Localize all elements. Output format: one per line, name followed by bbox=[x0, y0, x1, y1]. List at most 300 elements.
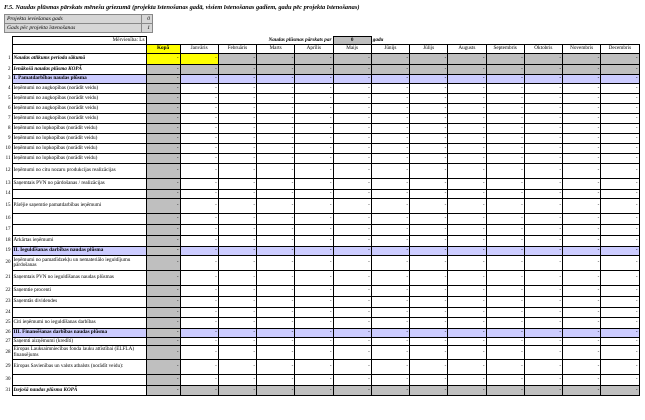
month-cell[interactable]: - bbox=[218, 124, 256, 134]
month-cell[interactable]: - bbox=[295, 144, 333, 154]
month-cell[interactable]: - bbox=[257, 190, 295, 199]
month-cell[interactable]: - bbox=[601, 318, 639, 329]
month-cell[interactable]: - bbox=[524, 271, 562, 286]
month-cell[interactable]: - bbox=[218, 144, 256, 154]
total-cell[interactable]: - bbox=[146, 94, 180, 104]
month-cell[interactable]: - bbox=[524, 297, 562, 308]
month-cell[interactable]: - bbox=[410, 54, 448, 65]
month-cell[interactable]: - bbox=[563, 329, 601, 338]
month-cell[interactable]: - bbox=[410, 236, 448, 247]
month-cell[interactable]: - bbox=[218, 199, 256, 214]
month-cell[interactable]: - bbox=[563, 256, 601, 271]
month-cell[interactable]: - bbox=[563, 346, 601, 360]
month-cell[interactable]: - bbox=[448, 346, 486, 360]
month-cell[interactable]: - bbox=[180, 164, 218, 179]
month-cell[interactable]: - bbox=[563, 164, 601, 179]
total-cell[interactable]: - bbox=[146, 124, 180, 134]
total-cell[interactable]: - bbox=[146, 164, 180, 179]
month-cell[interactable]: - bbox=[563, 114, 601, 124]
month-cell[interactable]: - bbox=[448, 84, 486, 94]
month-cell[interactable]: - bbox=[295, 104, 333, 114]
month-cell[interactable]: - bbox=[601, 286, 639, 297]
month-cell[interactable]: - bbox=[180, 199, 218, 214]
month-cell[interactable]: - bbox=[333, 386, 371, 396]
month-cell[interactable]: - bbox=[257, 360, 295, 375]
month-cell[interactable]: - bbox=[333, 225, 371, 236]
month-cell[interactable]: - bbox=[448, 134, 486, 144]
month-cell[interactable]: - bbox=[486, 134, 524, 144]
total-cell[interactable]: - bbox=[146, 329, 180, 338]
month-cell[interactable]: - bbox=[410, 308, 448, 318]
month-cell[interactable]: - bbox=[563, 271, 601, 286]
month-cell[interactable]: - bbox=[180, 154, 218, 164]
month-cell[interactable]: - bbox=[218, 360, 256, 375]
month-cell[interactable]: - bbox=[410, 134, 448, 144]
month-cell[interactable]: - bbox=[333, 179, 371, 190]
month-cell[interactable]: - bbox=[524, 94, 562, 104]
month-cell[interactable]: - bbox=[563, 124, 601, 134]
month-cell[interactable]: - bbox=[563, 338, 601, 346]
month-cell[interactable]: - bbox=[218, 256, 256, 271]
month-cell[interactable]: - bbox=[448, 297, 486, 308]
month-cell[interactable]: - bbox=[524, 164, 562, 179]
month-cell[interactable]: - bbox=[257, 286, 295, 297]
month-cell[interactable]: - bbox=[218, 346, 256, 360]
month-cell[interactable]: - bbox=[257, 329, 295, 338]
total-cell[interactable]: - bbox=[146, 104, 180, 114]
month-cell[interactable]: - bbox=[486, 199, 524, 214]
month-cell[interactable]: - bbox=[486, 360, 524, 375]
month-cell[interactable]: - bbox=[448, 75, 486, 84]
month-cell[interactable]: - bbox=[524, 124, 562, 134]
total-cell[interactable]: - bbox=[146, 190, 180, 199]
month-cell[interactable]: - bbox=[486, 318, 524, 329]
total-cell[interactable]: - bbox=[146, 247, 180, 256]
month-cell[interactable]: - bbox=[486, 164, 524, 179]
month-cell[interactable]: - bbox=[563, 247, 601, 256]
month-cell[interactable]: - bbox=[333, 94, 371, 104]
total-cell[interactable]: - bbox=[146, 375, 180, 386]
month-cell[interactable]: - bbox=[295, 286, 333, 297]
month-cell[interactable]: - bbox=[563, 75, 601, 84]
month-cell[interactable]: - bbox=[601, 256, 639, 271]
month-cell[interactable]: - bbox=[410, 297, 448, 308]
month-cell[interactable]: - bbox=[180, 75, 218, 84]
month-cell[interactable]: - bbox=[601, 297, 639, 308]
month-cell[interactable]: - bbox=[218, 386, 256, 396]
total-cell[interactable]: - bbox=[146, 214, 180, 225]
month-cell[interactable]: - bbox=[295, 297, 333, 308]
month-cell[interactable]: - bbox=[524, 386, 562, 396]
total-cell[interactable]: - bbox=[146, 318, 180, 329]
month-cell[interactable]: - bbox=[257, 318, 295, 329]
month-cell[interactable]: - bbox=[295, 375, 333, 386]
month-cell[interactable]: - bbox=[486, 225, 524, 236]
month-cell[interactable]: - bbox=[333, 297, 371, 308]
month-cell[interactable]: - bbox=[486, 375, 524, 386]
month-cell[interactable]: - bbox=[486, 179, 524, 190]
month-cell[interactable]: - bbox=[601, 236, 639, 247]
month-cell[interactable]: - bbox=[295, 94, 333, 104]
month-cell[interactable]: - bbox=[257, 338, 295, 346]
month-cell[interactable]: - bbox=[524, 199, 562, 214]
month-cell[interactable]: - bbox=[218, 114, 256, 124]
month-cell[interactable]: - bbox=[563, 104, 601, 114]
month-cell[interactable]: - bbox=[563, 134, 601, 144]
month-cell[interactable]: - bbox=[333, 199, 371, 214]
total-cell[interactable]: - bbox=[146, 144, 180, 154]
month-cell[interactable]: - bbox=[295, 124, 333, 134]
month-cell[interactable]: - bbox=[180, 84, 218, 94]
month-cell[interactable]: - bbox=[410, 199, 448, 214]
month-cell[interactable]: - bbox=[410, 329, 448, 338]
month-cell[interactable]: - bbox=[295, 346, 333, 360]
month-cell[interactable]: - bbox=[218, 375, 256, 386]
month-cell[interactable]: - bbox=[601, 179, 639, 190]
month-cell[interactable]: - bbox=[180, 386, 218, 396]
month-cell[interactable]: - bbox=[371, 297, 409, 308]
month-cell[interactable]: - bbox=[524, 144, 562, 154]
month-cell[interactable]: - bbox=[524, 247, 562, 256]
month-cell[interactable]: - bbox=[601, 94, 639, 104]
month-cell[interactable]: - bbox=[486, 144, 524, 154]
month-cell[interactable]: - bbox=[410, 247, 448, 256]
month-cell[interactable]: - bbox=[218, 286, 256, 297]
month-cell[interactable]: - bbox=[371, 286, 409, 297]
month-cell[interactable]: - bbox=[448, 199, 486, 214]
month-cell[interactable]: - bbox=[563, 94, 601, 104]
month-cell[interactable]: - bbox=[333, 271, 371, 286]
month-cell[interactable]: - bbox=[448, 114, 486, 124]
month-cell[interactable]: - bbox=[448, 104, 486, 114]
month-cell[interactable]: - bbox=[524, 318, 562, 329]
month-cell[interactable]: - bbox=[601, 104, 639, 114]
month-cell[interactable]: - bbox=[371, 225, 409, 236]
month-cell[interactable]: - bbox=[371, 134, 409, 144]
month-cell[interactable]: - bbox=[295, 360, 333, 375]
month-cell[interactable]: - bbox=[563, 297, 601, 308]
month-cell[interactable]: - bbox=[524, 104, 562, 114]
month-cell[interactable]: - bbox=[333, 65, 371, 75]
month-cell[interactable]: - bbox=[448, 236, 486, 247]
month-cell[interactable]: - bbox=[371, 144, 409, 154]
month-cell[interactable]: - bbox=[295, 54, 333, 65]
month-cell[interactable]: - bbox=[295, 214, 333, 225]
month-cell[interactable]: - bbox=[563, 214, 601, 225]
month-cell[interactable]: - bbox=[448, 375, 486, 386]
month-cell[interactable]: - bbox=[486, 75, 524, 84]
month-cell[interactable]: - bbox=[180, 338, 218, 346]
month-cell[interactable]: - bbox=[524, 179, 562, 190]
month-cell[interactable]: - bbox=[218, 84, 256, 94]
month-cell[interactable]: - bbox=[563, 318, 601, 329]
month-cell[interactable]: - bbox=[601, 54, 639, 65]
month-cell[interactable]: - bbox=[180, 318, 218, 329]
month-cell[interactable]: - bbox=[257, 308, 295, 318]
month-cell[interactable]: - bbox=[333, 144, 371, 154]
month-cell[interactable]: - bbox=[524, 75, 562, 84]
month-cell[interactable]: - bbox=[486, 65, 524, 75]
month-cell[interactable]: - bbox=[563, 308, 601, 318]
month-cell[interactable]: - bbox=[257, 154, 295, 164]
month-cell[interactable]: - bbox=[333, 134, 371, 144]
month-cell[interactable]: - bbox=[601, 329, 639, 338]
month-cell[interactable]: - bbox=[371, 308, 409, 318]
month-cell[interactable]: - bbox=[180, 308, 218, 318]
month-cell[interactable]: - bbox=[371, 124, 409, 134]
month-cell[interactable]: - bbox=[486, 104, 524, 114]
month-cell[interactable]: - bbox=[218, 65, 256, 75]
month-cell[interactable]: - bbox=[333, 375, 371, 386]
month-cell[interactable]: - bbox=[295, 256, 333, 271]
month-cell[interactable]: - bbox=[333, 360, 371, 375]
month-cell[interactable]: - bbox=[295, 154, 333, 164]
month-cell[interactable]: - bbox=[257, 247, 295, 256]
month-cell[interactable]: - bbox=[218, 236, 256, 247]
month-cell[interactable]: - bbox=[524, 114, 562, 124]
month-cell[interactable]: - bbox=[218, 225, 256, 236]
month-cell[interactable]: - bbox=[371, 247, 409, 256]
month-cell[interactable]: - bbox=[218, 338, 256, 346]
month-cell[interactable]: - bbox=[448, 179, 486, 190]
month-cell[interactable]: - bbox=[601, 134, 639, 144]
month-cell[interactable]: - bbox=[410, 386, 448, 396]
month-cell[interactable]: - bbox=[295, 329, 333, 338]
month-cell[interactable]: - bbox=[180, 329, 218, 338]
month-cell[interactable]: - bbox=[371, 236, 409, 247]
month-cell[interactable]: - bbox=[524, 375, 562, 386]
month-cell[interactable]: - bbox=[486, 346, 524, 360]
month-cell[interactable]: - bbox=[486, 286, 524, 297]
month-cell[interactable]: - bbox=[371, 190, 409, 199]
month-cell[interactable]: - bbox=[410, 154, 448, 164]
month-cell[interactable]: - bbox=[563, 375, 601, 386]
month-cell[interactable]: - bbox=[333, 247, 371, 256]
month-cell[interactable]: - bbox=[601, 114, 639, 124]
month-cell[interactable]: - bbox=[448, 338, 486, 346]
month-cell[interactable]: - bbox=[333, 308, 371, 318]
month-cell[interactable]: - bbox=[524, 236, 562, 247]
month-cell[interactable]: - bbox=[257, 65, 295, 75]
month-cell[interactable]: - bbox=[524, 190, 562, 199]
month-cell[interactable]: - bbox=[257, 84, 295, 94]
month-cell[interactable]: - bbox=[486, 214, 524, 225]
month-cell[interactable]: - bbox=[371, 199, 409, 214]
month-cell[interactable]: - bbox=[448, 386, 486, 396]
month-cell[interactable]: - bbox=[601, 375, 639, 386]
total-cell[interactable]: - bbox=[146, 199, 180, 214]
month-cell[interactable]: - bbox=[333, 164, 371, 179]
month-cell[interactable]: - bbox=[257, 164, 295, 179]
month-cell[interactable]: - bbox=[486, 271, 524, 286]
month-cell[interactable]: - bbox=[410, 94, 448, 104]
month-cell[interactable]: - bbox=[601, 214, 639, 225]
month-cell[interactable]: - bbox=[257, 271, 295, 286]
month-cell[interactable]: - bbox=[218, 104, 256, 114]
month-cell[interactable]: - bbox=[524, 286, 562, 297]
month-cell[interactable]: - bbox=[448, 144, 486, 154]
month-cell[interactable]: - bbox=[524, 214, 562, 225]
month-cell[interactable]: - bbox=[563, 286, 601, 297]
month-cell[interactable]: - bbox=[410, 338, 448, 346]
month-cell[interactable]: - bbox=[333, 346, 371, 360]
total-cell[interactable]: - bbox=[146, 225, 180, 236]
month-cell[interactable]: - bbox=[257, 297, 295, 308]
month-cell[interactable]: - bbox=[448, 124, 486, 134]
month-cell[interactable]: - bbox=[563, 199, 601, 214]
month-cell[interactable]: - bbox=[257, 124, 295, 134]
month-cell[interactable]: - bbox=[333, 256, 371, 271]
month-cell[interactable]: - bbox=[524, 225, 562, 236]
month-cell[interactable]: - bbox=[448, 329, 486, 338]
month-cell[interactable]: - bbox=[180, 225, 218, 236]
month-cell[interactable]: - bbox=[257, 104, 295, 114]
total-cell[interactable]: - bbox=[146, 271, 180, 286]
month-cell[interactable]: - bbox=[410, 225, 448, 236]
month-cell[interactable]: - bbox=[601, 164, 639, 179]
month-cell[interactable]: - bbox=[180, 114, 218, 124]
total-cell[interactable]: - bbox=[146, 256, 180, 271]
month-cell[interactable]: - bbox=[601, 65, 639, 75]
month-cell[interactable]: - bbox=[180, 65, 218, 75]
month-cell[interactable]: - bbox=[486, 386, 524, 396]
month-cell[interactable]: - bbox=[371, 164, 409, 179]
month-cell[interactable]: - bbox=[486, 124, 524, 134]
month-cell[interactable]: - bbox=[295, 236, 333, 247]
month-cell[interactable]: - bbox=[257, 386, 295, 396]
month-cell[interactable]: - bbox=[486, 247, 524, 256]
total-cell[interactable]: - bbox=[146, 346, 180, 360]
month-cell[interactable]: - bbox=[601, 144, 639, 154]
month-cell[interactable]: - bbox=[448, 225, 486, 236]
month-cell[interactable]: - bbox=[410, 164, 448, 179]
month-cell[interactable]: - bbox=[295, 247, 333, 256]
month-cell[interactable]: - bbox=[371, 271, 409, 286]
month-cell[interactable]: - bbox=[601, 75, 639, 84]
month-cell[interactable]: - bbox=[333, 104, 371, 114]
month-cell[interactable]: - bbox=[371, 154, 409, 164]
month-cell[interactable]: - bbox=[333, 84, 371, 94]
total-cell[interactable]: - bbox=[146, 297, 180, 308]
month-cell[interactable]: - bbox=[486, 338, 524, 346]
month-cell[interactable]: - bbox=[448, 154, 486, 164]
month-cell[interactable]: - bbox=[563, 144, 601, 154]
month-cell[interactable]: - bbox=[371, 329, 409, 338]
month-cell[interactable]: - bbox=[448, 308, 486, 318]
month-cell[interactable]: - bbox=[371, 104, 409, 114]
month-cell[interactable]: - bbox=[257, 199, 295, 214]
month-cell[interactable]: - bbox=[563, 225, 601, 236]
total-cell[interactable]: - bbox=[146, 360, 180, 375]
month-cell[interactable]: - bbox=[333, 236, 371, 247]
month-cell[interactable]: - bbox=[180, 256, 218, 271]
month-cell[interactable]: - bbox=[601, 154, 639, 164]
month-cell[interactable]: - bbox=[563, 84, 601, 94]
month-cell[interactable]: - bbox=[601, 84, 639, 94]
month-cell[interactable]: - bbox=[180, 104, 218, 114]
month-cell[interactable]: - bbox=[295, 318, 333, 329]
month-cell[interactable]: - bbox=[371, 386, 409, 396]
month-cell[interactable]: - bbox=[486, 154, 524, 164]
month-cell[interactable]: - bbox=[448, 271, 486, 286]
month-cell[interactable]: - bbox=[410, 190, 448, 199]
total-cell[interactable]: - bbox=[146, 54, 180, 65]
month-cell[interactable]: - bbox=[486, 84, 524, 94]
month-cell[interactable]: - bbox=[448, 190, 486, 199]
month-cell[interactable]: - bbox=[295, 308, 333, 318]
month-cell[interactable]: - bbox=[218, 164, 256, 179]
month-cell[interactable]: - bbox=[410, 214, 448, 225]
month-cell[interactable]: - bbox=[448, 286, 486, 297]
total-cell[interactable]: - bbox=[146, 65, 180, 75]
month-cell[interactable]: - bbox=[371, 256, 409, 271]
total-cell[interactable]: - bbox=[146, 308, 180, 318]
total-cell[interactable]: - bbox=[146, 134, 180, 144]
month-cell[interactable]: - bbox=[410, 271, 448, 286]
month-cell[interactable]: - bbox=[295, 164, 333, 179]
month-cell[interactable]: - bbox=[180, 375, 218, 386]
month-cell[interactable]: - bbox=[257, 54, 295, 65]
total-cell[interactable]: - bbox=[146, 179, 180, 190]
month-cell[interactable]: - bbox=[486, 308, 524, 318]
month-cell[interactable]: - bbox=[218, 134, 256, 144]
month-cell[interactable]: - bbox=[295, 134, 333, 144]
month-cell[interactable]: - bbox=[601, 338, 639, 346]
month-cell[interactable]: - bbox=[410, 114, 448, 124]
period-input[interactable]: 0 bbox=[333, 37, 371, 45]
month-cell[interactable]: - bbox=[371, 214, 409, 225]
month-cell[interactable]: - bbox=[333, 114, 371, 124]
month-cell[interactable]: - bbox=[371, 179, 409, 190]
month-cell[interactable]: - bbox=[410, 84, 448, 94]
month-cell[interactable]: - bbox=[333, 154, 371, 164]
month-cell[interactable]: - bbox=[218, 308, 256, 318]
month-cell[interactable]: - bbox=[410, 144, 448, 154]
month-cell[interactable]: - bbox=[486, 256, 524, 271]
month-cell[interactable]: - bbox=[410, 104, 448, 114]
info-value[interactable]: 0 bbox=[142, 15, 153, 24]
month-cell[interactable]: - bbox=[180, 94, 218, 104]
month-cell[interactable]: - bbox=[257, 94, 295, 104]
month-cell[interactable]: - bbox=[371, 360, 409, 375]
month-cell[interactable]: - bbox=[295, 225, 333, 236]
month-cell[interactable]: - bbox=[563, 386, 601, 396]
month-cell[interactable]: - bbox=[486, 94, 524, 104]
month-cell[interactable]: - bbox=[563, 190, 601, 199]
month-cell[interactable]: - bbox=[410, 360, 448, 375]
month-cell[interactable]: - bbox=[180, 144, 218, 154]
month-cell[interactable]: - bbox=[295, 199, 333, 214]
total-cell[interactable]: - bbox=[146, 75, 180, 84]
month-cell[interactable]: - bbox=[601, 308, 639, 318]
month-cell[interactable]: - bbox=[295, 190, 333, 199]
info-value[interactable]: 1 bbox=[142, 24, 153, 33]
month-cell[interactable]: - bbox=[180, 236, 218, 247]
month-cell[interactable]: - bbox=[180, 179, 218, 190]
month-cell[interactable]: - bbox=[295, 75, 333, 84]
month-cell[interactable]: - bbox=[218, 154, 256, 164]
month-cell[interactable]: - bbox=[180, 214, 218, 225]
month-cell[interactable]: - bbox=[524, 329, 562, 338]
total-cell[interactable]: - bbox=[146, 386, 180, 396]
month-cell[interactable]: - bbox=[448, 94, 486, 104]
month-cell[interactable]: - bbox=[180, 286, 218, 297]
month-cell[interactable]: - bbox=[371, 346, 409, 360]
month-cell[interactable]: - bbox=[180, 54, 218, 65]
month-cell[interactable]: - bbox=[180, 247, 218, 256]
month-cell[interactable]: - bbox=[218, 214, 256, 225]
month-cell[interactable]: - bbox=[295, 179, 333, 190]
